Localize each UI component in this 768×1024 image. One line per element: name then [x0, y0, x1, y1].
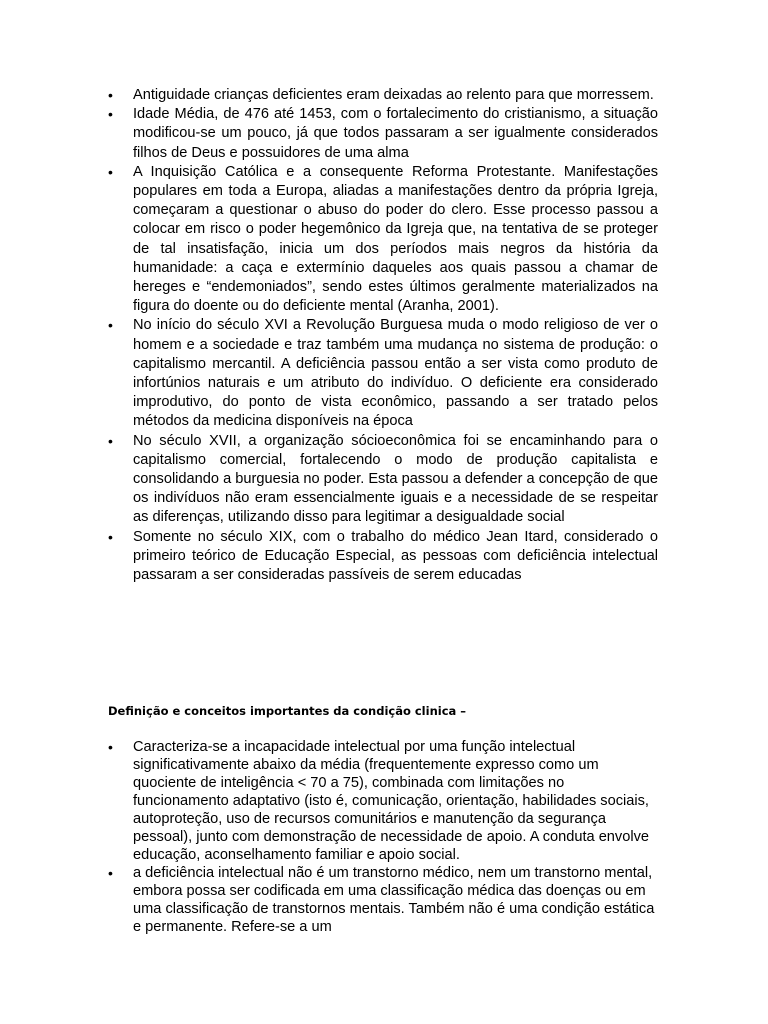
list-item: [108, 163, 658, 317]
bullet-icon: •: [108, 106, 113, 123]
list-item: [108, 86, 658, 105]
bullet-icon: •: [108, 87, 113, 103]
list-item: [108, 738, 658, 864]
bullet-icon: •: [108, 739, 113, 755]
list-item-text: A Inquisição Católica e a consequente Reforma Protestante. Manifestações populares em toda a Europa, aliadas a manifestações dentro da própria Igreja, começaram a questionar o abuso do poder do clero. Esse processo passou a colocar em risco o poder hegemônico da Igreja que, na tentativa de se proteger de tal insatisfação, inicia um dos períodos mais negros da história da humanidade: a caça e extermínio daqueles aos quais passou a chamar de hereges e “endemoniados”, sendo estes últimos geralmente materializados na figura do doente ou do deficiente mental (Aranha, 2001).: [133, 163, 658, 315]
bullet-icon: •: [108, 163, 113, 180]
list-item-text: Idade Média, de 476 até 1453, com o fortalecimento do cristianismo, a situação modificou-se um pouco, já que todos passaram a ser igualmente considerados filhos de Deus e possuidores de uma alma: [133, 106, 658, 161]
bullet-icon: •: [108, 432, 113, 449]
bullet-icon: •: [108, 317, 113, 334]
list-item-text: No início do século XVI a Revolução Burguesa muda o modo religioso de ver o homem e a sociedade e traz também uma mudança no sistema de produção: o capitalismo mercantil. A deficiência passou então a ser vista como produto de infortúnios naturais e um atributo do indivíduo. O deficiente era considerado improdutivo, do ponto de vista econômico, passando a ser tratado pelos métodos da medicina disponíveis na época: [133, 317, 658, 430]
list-item: [108, 105, 658, 163]
list-item-text: Antiguidade crianças deficientes eram deixadas ao relento para que morressem.: [133, 87, 654, 103]
list-item-text: No século XVII, a organização sócioeconômica foi se encaminhando para o capitalismo comercial, fortalecendo o modo de produção capitalista e consolidando a burguesia no poder. Esta passou a defender a concepção de que os indivíduos não eram essencialmente iguais e a necessidade de se respeitar as diferenças, utilizando disso para legitimar a desigualdade social: [133, 432, 658, 526]
history-bullet-list: [108, 86, 658, 585]
section-heading: Definição e conceitos importantes da condição clinica –: [108, 704, 467, 718]
list-item-text: Somente no século XIX, com o trabalho do médico Jean Itard, considerado o primeiro teórico de Educação Especial, as pessoas com deficiência intelectual passaram a ser consideradas passíveis de serem educadas: [133, 528, 658, 584]
list-item: [108, 432, 658, 528]
list-item: [108, 528, 658, 586]
list-item-text: Caracteriza-se a incapacidade intelectual por uma função intelectual significativamente abaixo da média (frequentemente expresso como um quociente de inteligência < 70 a 75), combinada com limitações no funcionamento adaptativo (isto é, comunicação, orientação, habilidades sociais, autoproteção, uso de recursos comunitários e manutenção da segurança pessoal), junto com demonstração de necessidade de apoio. A conduta envolve educação, aconselhamento familiar e apoio social.: [133, 739, 649, 863]
list-item-text: a deficiência intelectual não é um transtorno médico, nem um transtorno mental, embora possa ser codificada em uma classificação médica das doenças ou em uma classificação de transtornos mentais. Também não é uma condição estática e permanente. Refere-se a um: [133, 865, 655, 935]
bullet-icon: •: [108, 865, 113, 881]
definition-bullet-list: [108, 738, 658, 936]
bullet-icon: •: [108, 528, 113, 545]
list-item: [108, 316, 658, 431]
list-item: [108, 864, 658, 936]
